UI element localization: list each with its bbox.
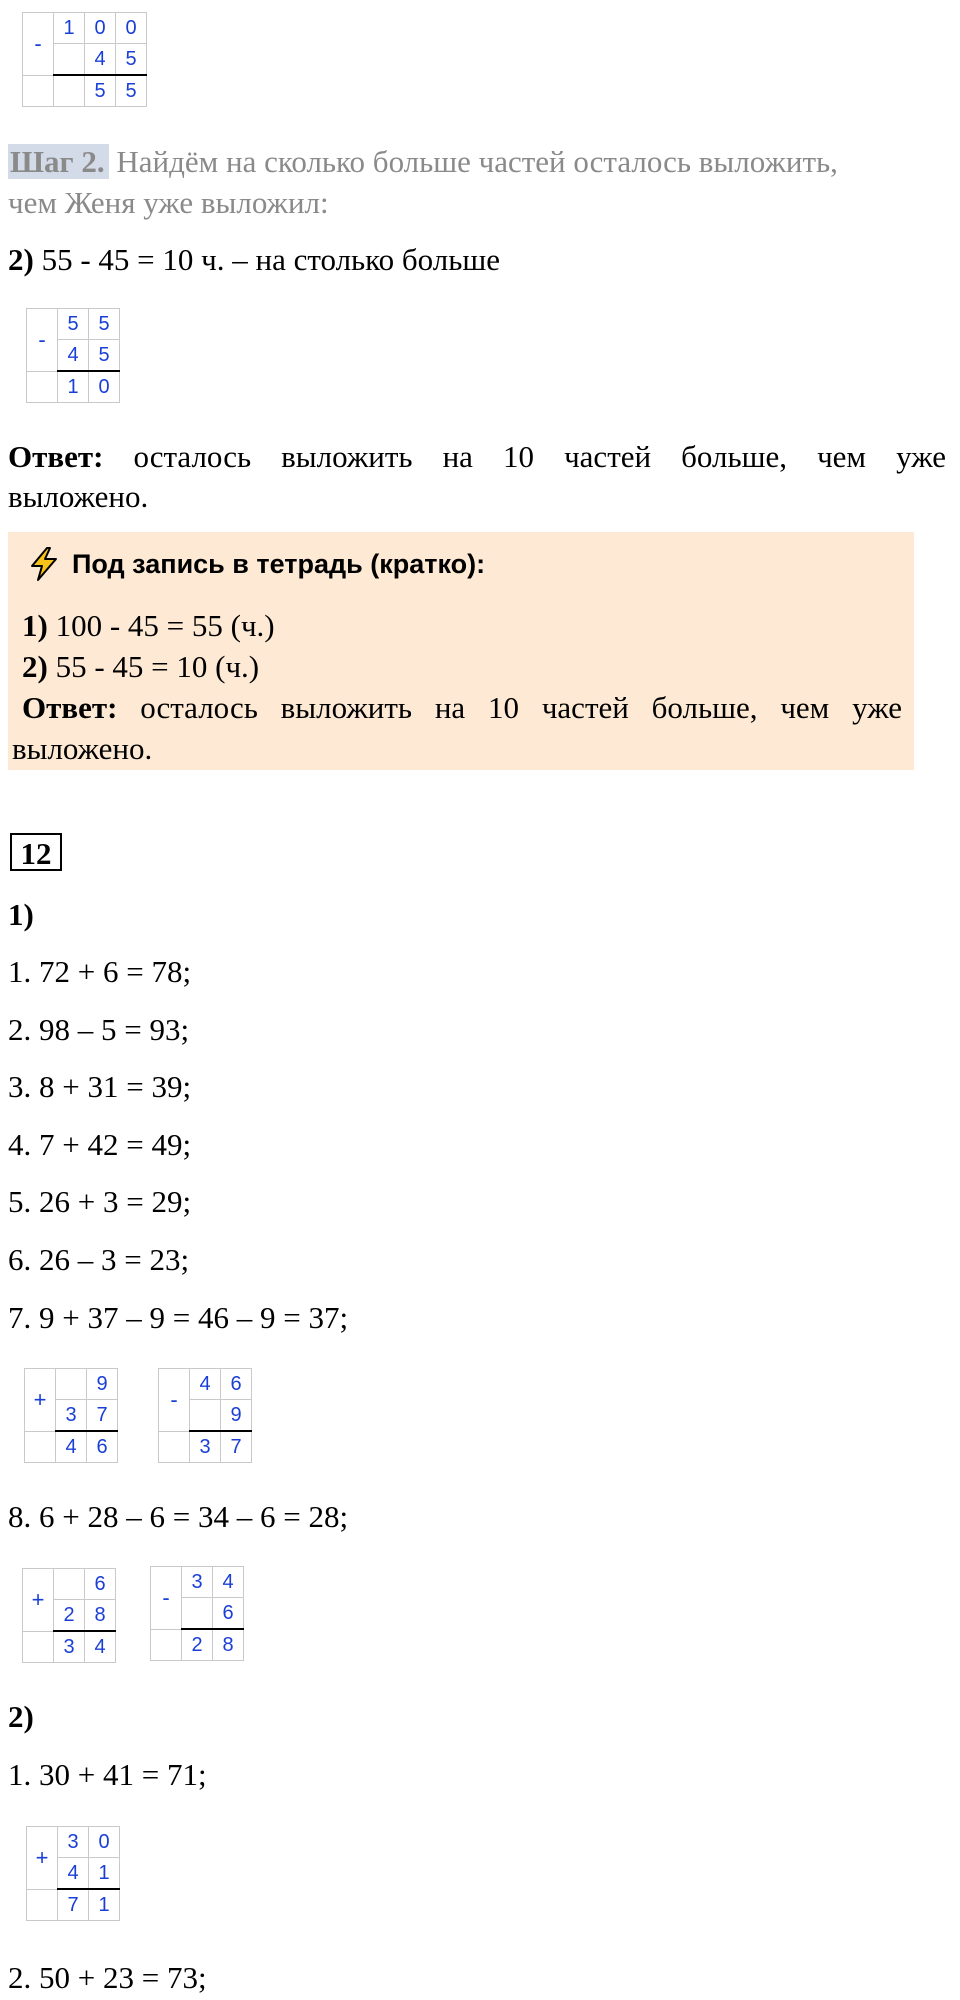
digit-cell: 7 bbox=[87, 1400, 118, 1432]
answer-word: частей bbox=[541, 690, 629, 725]
digit-cell: 0 bbox=[89, 1827, 120, 1858]
digit-cell: 5 bbox=[85, 75, 116, 107]
summary-answer-line1 bbox=[22, 688, 902, 728]
digit-cell: 0 bbox=[85, 13, 116, 44]
answer-word: осталось bbox=[140, 690, 258, 725]
list-item: 3. 8 + 31 = 39; bbox=[8, 1069, 192, 1104]
digit-cell: 0 bbox=[116, 13, 147, 44]
digit-cell bbox=[190, 1400, 221, 1432]
digit-cell bbox=[182, 1598, 213, 1630]
column-grid-34-6 bbox=[150, 1566, 244, 1661]
list-item: 7. 9 + 37 – 9 = 46 – 9 = 37; bbox=[8, 1300, 349, 1335]
summary-answer-label: Ответ: bbox=[22, 690, 118, 725]
operation-sign: - bbox=[159, 1369, 190, 1432]
operation-sign: - bbox=[27, 309, 58, 372]
digit-cell: 5 bbox=[89, 340, 120, 372]
digit-cell bbox=[27, 1889, 58, 1921]
answer-word: больше, bbox=[681, 439, 788, 474]
operation-sign: + bbox=[25, 1369, 56, 1432]
digit-cell: 7 bbox=[221, 1431, 252, 1463]
digit-cell: 3 bbox=[54, 1631, 85, 1663]
step2-text1: Найдём на сколько больше частей осталось выложить, bbox=[116, 144, 838, 179]
digit-cell: 1 bbox=[54, 13, 85, 44]
digit-cell bbox=[23, 75, 54, 107]
operation-sign: + bbox=[23, 1569, 54, 1632]
list-item: 2. 98 – 5 = 93; bbox=[8, 1012, 190, 1047]
list-item: 1. 30 + 41 = 71; bbox=[8, 1757, 207, 1792]
equation-2 bbox=[8, 240, 500, 280]
list-item: 1. 72 + 6 = 78; bbox=[8, 954, 192, 989]
digit-cell: 5 bbox=[58, 309, 89, 340]
list-item: 2. 50 + 23 = 73; bbox=[8, 1960, 207, 1995]
digit-cell: 2 bbox=[54, 1600, 85, 1632]
digit-cell: 3 bbox=[58, 1827, 89, 1858]
summary-num: 1) bbox=[22, 608, 48, 643]
digit-cell: 6 bbox=[85, 1569, 116, 1600]
answer-word: 10 bbox=[503, 439, 535, 474]
step2-label: Шаг 2. bbox=[8, 144, 109, 179]
summary-title: Под запись в тетрадь (кратко): bbox=[72, 548, 486, 579]
digit-cell: 5 bbox=[116, 75, 147, 107]
digit-cell: 9 bbox=[221, 1400, 252, 1432]
list-item: 8. 6 + 28 – 6 = 34 – 6 = 28; bbox=[8, 1499, 349, 1534]
digit-cell: 6 bbox=[213, 1598, 244, 1630]
list-item: 5. 26 + 3 = 29; bbox=[8, 1184, 192, 1219]
digit-cell: 1 bbox=[89, 1889, 120, 1921]
digit-cell bbox=[23, 1631, 54, 1663]
column-grid-100-45 bbox=[22, 12, 147, 107]
digit-cell bbox=[56, 1369, 87, 1400]
digit-cell bbox=[25, 1431, 56, 1463]
answer-word: на bbox=[442, 439, 473, 474]
step2-line2: чем Женя уже выложил: bbox=[8, 185, 329, 220]
column-grid-9-37 bbox=[24, 1368, 118, 1463]
operation-sign: - bbox=[151, 1567, 182, 1630]
digit-cell: 4 bbox=[85, 44, 116, 76]
digit-cell: 7 bbox=[58, 1889, 89, 1921]
digit-cell: 1 bbox=[89, 1858, 120, 1890]
digit-cell bbox=[159, 1431, 190, 1463]
column-grid-30-41 bbox=[26, 1826, 120, 1921]
column-grid-55-45 bbox=[26, 308, 120, 403]
column-grid-6-28 bbox=[22, 1568, 116, 1663]
digit-cell: 4 bbox=[58, 1858, 89, 1890]
summary-line1 bbox=[22, 606, 275, 646]
digit-cell bbox=[54, 75, 85, 107]
digit-cell bbox=[54, 44, 85, 76]
digit-cell: 4 bbox=[58, 340, 89, 372]
digit-cell: 8 bbox=[85, 1600, 116, 1632]
answer-line1 bbox=[8, 437, 946, 477]
digit-cell: 4 bbox=[85, 1631, 116, 1663]
digit-cell: 4 bbox=[56, 1431, 87, 1463]
summary-line2 bbox=[22, 647, 259, 687]
answer-word: уже bbox=[852, 690, 902, 725]
operation-sign: + bbox=[27, 1827, 58, 1890]
answer-line2: выложено. bbox=[8, 479, 149, 514]
answer-label: Ответ: bbox=[8, 439, 104, 474]
lightning-icon bbox=[26, 546, 62, 582]
digit-cell: 5 bbox=[116, 44, 147, 76]
summary-header bbox=[26, 546, 485, 582]
answer-word: частей bbox=[564, 439, 652, 474]
part-2-label: 2) bbox=[8, 1699, 34, 1734]
summary-answer-line2: выложено. bbox=[12, 731, 153, 766]
list-item: 4. 7 + 42 = 49; bbox=[8, 1127, 192, 1162]
digit-cell bbox=[27, 371, 58, 403]
part-1-label: 1) bbox=[8, 897, 34, 932]
digit-cell bbox=[54, 1569, 85, 1600]
digit-cell: 3 bbox=[190, 1431, 221, 1463]
equation-number: 2) bbox=[8, 242, 34, 277]
digit-cell: 6 bbox=[87, 1431, 118, 1463]
digit-cell: 4 bbox=[213, 1567, 244, 1598]
answer-word: 10 bbox=[488, 690, 520, 725]
summary-eq: 100 - 45 = 55 (ч.) bbox=[55, 608, 275, 643]
answer-word: на bbox=[434, 690, 466, 725]
answer-word: уже bbox=[896, 439, 946, 474]
step2-line1 bbox=[8, 142, 838, 182]
operation-sign: - bbox=[23, 13, 54, 76]
answer-word: выложить bbox=[280, 690, 413, 725]
answer-word: чем bbox=[780, 690, 830, 725]
equation-text: 55 - 45 = 10 ч. – на столько больше bbox=[41, 242, 501, 277]
list-item: 6. 26 – 3 = 23; bbox=[8, 1242, 190, 1277]
column-grid-46-9 bbox=[158, 1368, 252, 1463]
digit-cell: 8 bbox=[213, 1629, 244, 1661]
digit-cell: 5 bbox=[89, 309, 120, 340]
summary-num: 2) bbox=[22, 649, 48, 684]
answer-word: выложить bbox=[281, 439, 413, 474]
digit-cell: 0 bbox=[89, 371, 120, 403]
answer-word: осталось bbox=[133, 439, 252, 474]
digit-cell: 9 bbox=[87, 1369, 118, 1400]
answer-word: чем bbox=[817, 439, 867, 474]
digit-cell: 1 bbox=[58, 371, 89, 403]
digit-cell: 2 bbox=[182, 1629, 213, 1661]
summary-eq: 55 - 45 = 10 (ч.) bbox=[55, 649, 260, 684]
answer-word: больше, bbox=[651, 690, 758, 725]
digit-cell: 6 bbox=[221, 1369, 252, 1400]
digit-cell: 3 bbox=[56, 1400, 87, 1432]
digit-cell: 4 bbox=[190, 1369, 221, 1400]
task-number-box: 12 bbox=[10, 833, 62, 871]
notebook-summary-box bbox=[8, 532, 914, 770]
digit-cell: 3 bbox=[182, 1567, 213, 1598]
digit-cell bbox=[151, 1629, 182, 1661]
